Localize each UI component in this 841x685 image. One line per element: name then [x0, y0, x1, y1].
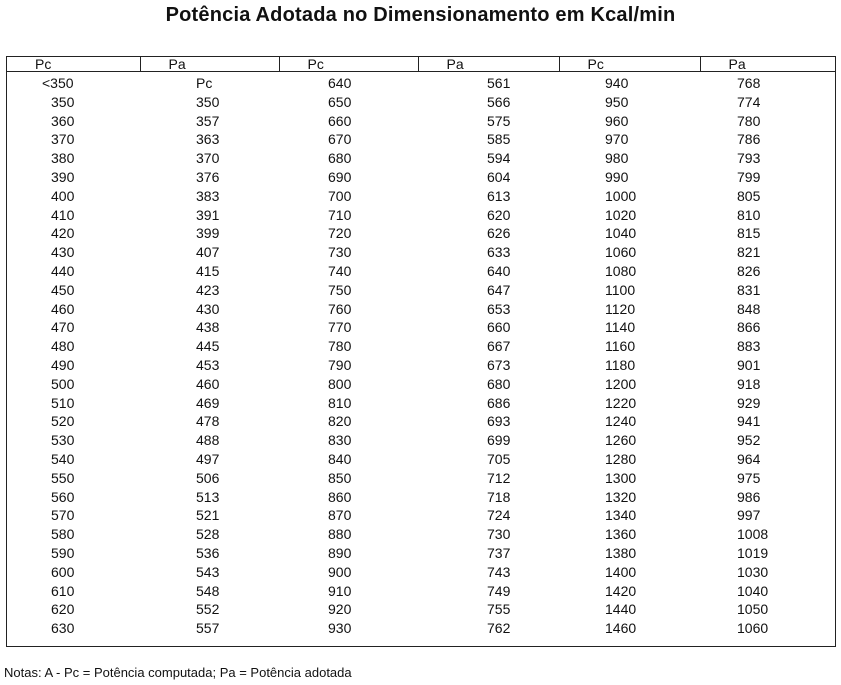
cell-pa: 693 — [487, 413, 511, 430]
cell-pc: 1360 — [605, 526, 637, 543]
cell-pa: 686 — [487, 394, 511, 411]
cell-pc: 810 — [328, 394, 352, 411]
notes: Notas: A - Pc = Potência computada; Pa = Potência adotada — [4, 665, 352, 680]
cell-pc: 530 — [51, 432, 75, 449]
cell-pa: 460 — [196, 375, 220, 392]
cell-pa: 383 — [196, 187, 220, 204]
cell-pc: 790 — [328, 356, 352, 373]
table-row — [7, 525, 835, 544]
cell-pc: 1220 — [605, 394, 637, 411]
cell-pa: 552 — [196, 601, 220, 618]
cell-pc: 560 — [51, 488, 75, 505]
cell-pa: 399 — [196, 225, 220, 242]
cell-pc: 670 — [328, 131, 352, 148]
cell-pa: 883 — [737, 338, 761, 355]
cell-pc: 630 — [51, 620, 75, 637]
cell-pa: 712 — [487, 469, 511, 486]
cell-pc: 430 — [51, 244, 75, 261]
cell-pa: 724 — [487, 507, 511, 524]
cell-pc: 1160 — [605, 338, 636, 355]
table-row — [7, 243, 835, 262]
cell-pc: 870 — [328, 507, 352, 524]
cell-pc: 1400 — [605, 563, 637, 580]
cell-pa: 749 — [487, 582, 511, 599]
header-pc-3: Pc — [559, 57, 700, 72]
cell-pc: 1200 — [605, 375, 637, 392]
cell-pa: 667 — [487, 338, 511, 355]
table-row — [7, 544, 835, 563]
table-row — [7, 337, 835, 356]
cell-pa: 975 — [737, 469, 761, 486]
cell-pc: 1440 — [605, 601, 637, 618]
cell-pa: 548 — [196, 582, 220, 599]
cell-pa: 536 — [196, 544, 220, 561]
cell-pc: 1240 — [605, 413, 637, 430]
cell-pc: 760 — [328, 300, 352, 317]
cell-pc: 1340 — [605, 507, 637, 524]
cell-pa: 357 — [196, 112, 220, 129]
table-row — [7, 582, 835, 601]
cell-pc: 900 — [328, 563, 352, 580]
cell-pc: 640 — [328, 75, 352, 91]
power-table-container — [6, 56, 836, 647]
cell-pa: 1050 — [737, 601, 769, 618]
cell-pc: 650 — [328, 93, 352, 110]
cell-pa: 866 — [737, 319, 761, 336]
table-row — [7, 72, 835, 93]
cell-pc: 800 — [328, 375, 352, 392]
cell-pa: 1060 — [737, 620, 769, 637]
cell-pc: 950 — [605, 93, 629, 110]
cell-pa: 762 — [487, 620, 511, 637]
cell-pa: 815 — [737, 225, 761, 242]
table-row — [7, 469, 835, 488]
cell-pc: 570 — [51, 507, 75, 524]
cell-pa: 445 — [196, 338, 220, 355]
cell-pa: 660 — [487, 319, 511, 336]
table-row — [7, 206, 835, 225]
cell-pc: 980 — [605, 150, 629, 167]
cell-pa: 543 — [196, 563, 220, 580]
cell-pa: 826 — [737, 262, 761, 279]
cell-pc: 990 — [605, 168, 629, 185]
table-row — [7, 93, 835, 112]
cell-pa: 585 — [487, 131, 511, 148]
table-row — [7, 356, 835, 375]
cell-pa: 647 — [487, 281, 511, 298]
table-row — [7, 375, 835, 394]
cell-pa: 626 — [487, 225, 511, 242]
table-row — [7, 224, 835, 243]
table-row — [7, 300, 835, 319]
cell-pa: 810 — [737, 206, 761, 223]
cell-pa: 768 — [737, 75, 761, 91]
cell-pa: 561 — [487, 75, 511, 91]
table-row — [7, 130, 835, 149]
cell-pa: 1040 — [737, 582, 769, 599]
cell-pc: 600 — [51, 563, 75, 580]
table-row — [7, 187, 835, 206]
table-row — [7, 488, 835, 507]
cell-pc: 1300 — [605, 469, 637, 486]
cell-pc: 400 — [51, 187, 75, 204]
cell-pa: 929 — [737, 394, 761, 411]
table-row — [7, 619, 835, 638]
table-row — [7, 394, 835, 413]
cell-pc: 860 — [328, 488, 352, 505]
cell-pc: 700 — [328, 187, 352, 204]
table-row — [7, 600, 835, 619]
cell-pa: 391 — [196, 206, 220, 223]
cell-pc: 840 — [328, 450, 352, 467]
cell-pa: 673 — [487, 356, 511, 373]
cell-pa: 430 — [196, 300, 220, 317]
cell-pa: 633 — [487, 244, 511, 261]
cell-pa: 918 — [737, 375, 761, 392]
cell-pc: 1080 — [605, 262, 637, 279]
cell-pc: 480 — [51, 338, 75, 355]
cell-pc: 940 — [605, 75, 629, 91]
cell-pa: 997 — [737, 507, 761, 524]
cell-pa: 1030 — [737, 563, 769, 580]
cell-pc: 610 — [51, 582, 75, 599]
cell-pc: 680 — [328, 150, 352, 167]
cell-pa: 438 — [196, 319, 220, 336]
cell-pc: 1420 — [605, 582, 637, 599]
cell-pa: 363 — [196, 131, 220, 148]
cell-pc: 850 — [328, 469, 352, 486]
cell-pc: 1040 — [605, 225, 637, 242]
cell-pc: 1140 — [605, 319, 636, 336]
table-row — [7, 563, 835, 582]
cell-pc: 460 — [51, 300, 75, 317]
cell-pa: 737 — [487, 544, 511, 561]
cell-pc: 1120 — [605, 300, 636, 317]
cell-pa: 831 — [737, 281, 761, 298]
cell-pa: 848 — [737, 300, 761, 317]
cell-pa: 743 — [487, 563, 511, 580]
cell-pa: 350 — [196, 93, 220, 110]
cell-pa: 620 — [487, 206, 511, 223]
cell-pc: 450 — [51, 281, 75, 298]
header-pa-2: Pa — [418, 57, 559, 72]
cell-pa: 376 — [196, 168, 220, 185]
cell-pa: 407 — [196, 244, 220, 261]
cell-pc: 1280 — [605, 450, 637, 467]
cell-pa: 730 — [487, 526, 511, 543]
cell-pa: 964 — [737, 450, 761, 467]
cell-pa: 453 — [196, 356, 220, 373]
cell-pa: 370 — [196, 150, 220, 167]
cell-pc: 920 — [328, 601, 352, 618]
power-table — [7, 57, 835, 638]
cell-pa: 780 — [737, 112, 761, 129]
cell-pc: 580 — [51, 526, 75, 543]
cell-pa: 415 — [196, 262, 220, 279]
cell-pc: 1060 — [605, 244, 637, 261]
cell-pc: 750 — [328, 281, 352, 298]
cell-pa: 566 — [487, 93, 511, 110]
cell-pc: 520 — [51, 413, 75, 430]
table-row — [7, 412, 835, 431]
cell-pc: 820 — [328, 413, 352, 430]
header-pa-1: Pa — [140, 57, 279, 72]
cell-pc: 440 — [51, 262, 75, 279]
cell-pa: 793 — [737, 150, 761, 167]
cell-pc: 780 — [328, 338, 352, 355]
cell-pc: 380 — [51, 150, 75, 167]
cell-pc: 830 — [328, 432, 352, 449]
cell-pa: 613 — [487, 187, 511, 204]
cell-pa: 506 — [196, 469, 220, 486]
cell-pc: 410 — [51, 206, 75, 223]
cell-pa: 604 — [487, 168, 511, 185]
cell-pa: 805 — [737, 187, 761, 204]
table-row — [7, 281, 835, 300]
cell-pc: 370 — [51, 131, 75, 148]
cell-pc: 1020 — [605, 206, 637, 223]
cell-pc: 360 — [51, 112, 75, 129]
cell-pa: 653 — [487, 300, 511, 317]
cell-pc: 720 — [328, 225, 352, 242]
cell-pc: 690 — [328, 168, 352, 185]
cell-pc: 550 — [51, 469, 75, 486]
cell-pa: 901 — [737, 356, 761, 373]
cell-pa: 557 — [196, 620, 220, 637]
cell-pc: 620 — [51, 601, 75, 618]
header-row — [7, 57, 835, 72]
cell-pc: 490 — [51, 356, 75, 373]
cell-pa: 528 — [196, 526, 220, 543]
cell-pa: Pc — [196, 75, 213, 91]
table-row — [7, 506, 835, 525]
cell-pc: 350 — [51, 93, 75, 110]
table-row — [7, 149, 835, 168]
table-row — [7, 262, 835, 281]
table-row — [7, 112, 835, 131]
cell-pa: 469 — [196, 394, 220, 411]
cell-pa: 1019 — [737, 544, 769, 561]
header-pa-3: Pa — [700, 57, 835, 72]
cell-pc: 1180 — [605, 356, 636, 373]
cell-pa: 594 — [487, 150, 511, 167]
cell-pc: 1100 — [605, 281, 636, 298]
table-row — [7, 431, 835, 450]
cell-pc: 970 — [605, 131, 629, 148]
cell-pa: 423 — [196, 281, 220, 298]
cell-pc: 730 — [328, 244, 352, 261]
cell-pa: 1008 — [737, 526, 769, 543]
cell-pc: 540 — [51, 450, 75, 467]
cell-pc: 500 — [51, 375, 75, 392]
cell-pa: 821 — [737, 244, 761, 261]
cell-pc: 960 — [605, 112, 629, 129]
cell-pc: 660 — [328, 112, 352, 129]
cell-pc: 930 — [328, 620, 352, 637]
cell-pa: 497 — [196, 450, 220, 467]
table-row — [7, 318, 835, 337]
table-row — [7, 168, 835, 187]
cell-pa: 986 — [737, 488, 761, 505]
cell-pa: 640 — [487, 262, 511, 279]
cell-pa: 718 — [487, 488, 511, 505]
table-row — [7, 450, 835, 469]
cell-pc: 420 — [51, 225, 75, 242]
cell-pa: 799 — [737, 168, 761, 185]
cell-pa: 705 — [487, 450, 511, 467]
cell-pc: <350 — [42, 75, 74, 91]
cell-pc: 1000 — [605, 187, 637, 204]
cell-pc: 910 — [328, 582, 352, 599]
cell-pa: 478 — [196, 413, 220, 430]
page-title: Potência Adotada no Dimensionamento em Kcal/min — [165, 4, 676, 26]
cell-pc: 1460 — [605, 620, 637, 637]
cell-pc: 890 — [328, 544, 352, 561]
cell-pa: 774 — [737, 93, 761, 110]
cell-pc: 470 — [51, 319, 75, 336]
header-pc-1: Pc — [7, 57, 140, 72]
cell-pa: 952 — [737, 432, 761, 449]
table-body — [7, 72, 835, 638]
cell-pa: 699 — [487, 432, 511, 449]
cell-pa: 521 — [196, 507, 220, 524]
cell-pc: 590 — [51, 544, 75, 561]
header-pc-2: Pc — [279, 57, 418, 72]
cell-pa: 680 — [487, 375, 511, 392]
cell-pa: 513 — [196, 488, 220, 505]
cell-pa: 575 — [487, 112, 511, 129]
cell-pa: 488 — [196, 432, 220, 449]
cell-pc: 710 — [328, 206, 352, 223]
cell-pa: 755 — [487, 601, 511, 618]
cell-pc: 390 — [51, 168, 75, 185]
cell-pc: 740 — [328, 262, 352, 279]
cell-pc: 1260 — [605, 432, 637, 449]
cell-pc: 770 — [328, 319, 352, 336]
cell-pc: 880 — [328, 526, 352, 543]
cell-pc: 1320 — [605, 488, 637, 505]
table-header — [7, 57, 835, 72]
cell-pc: 1380 — [605, 544, 637, 561]
cell-pa: 786 — [737, 131, 761, 148]
cell-pa: 941 — [737, 413, 761, 430]
cell-pc: 510 — [51, 394, 75, 411]
